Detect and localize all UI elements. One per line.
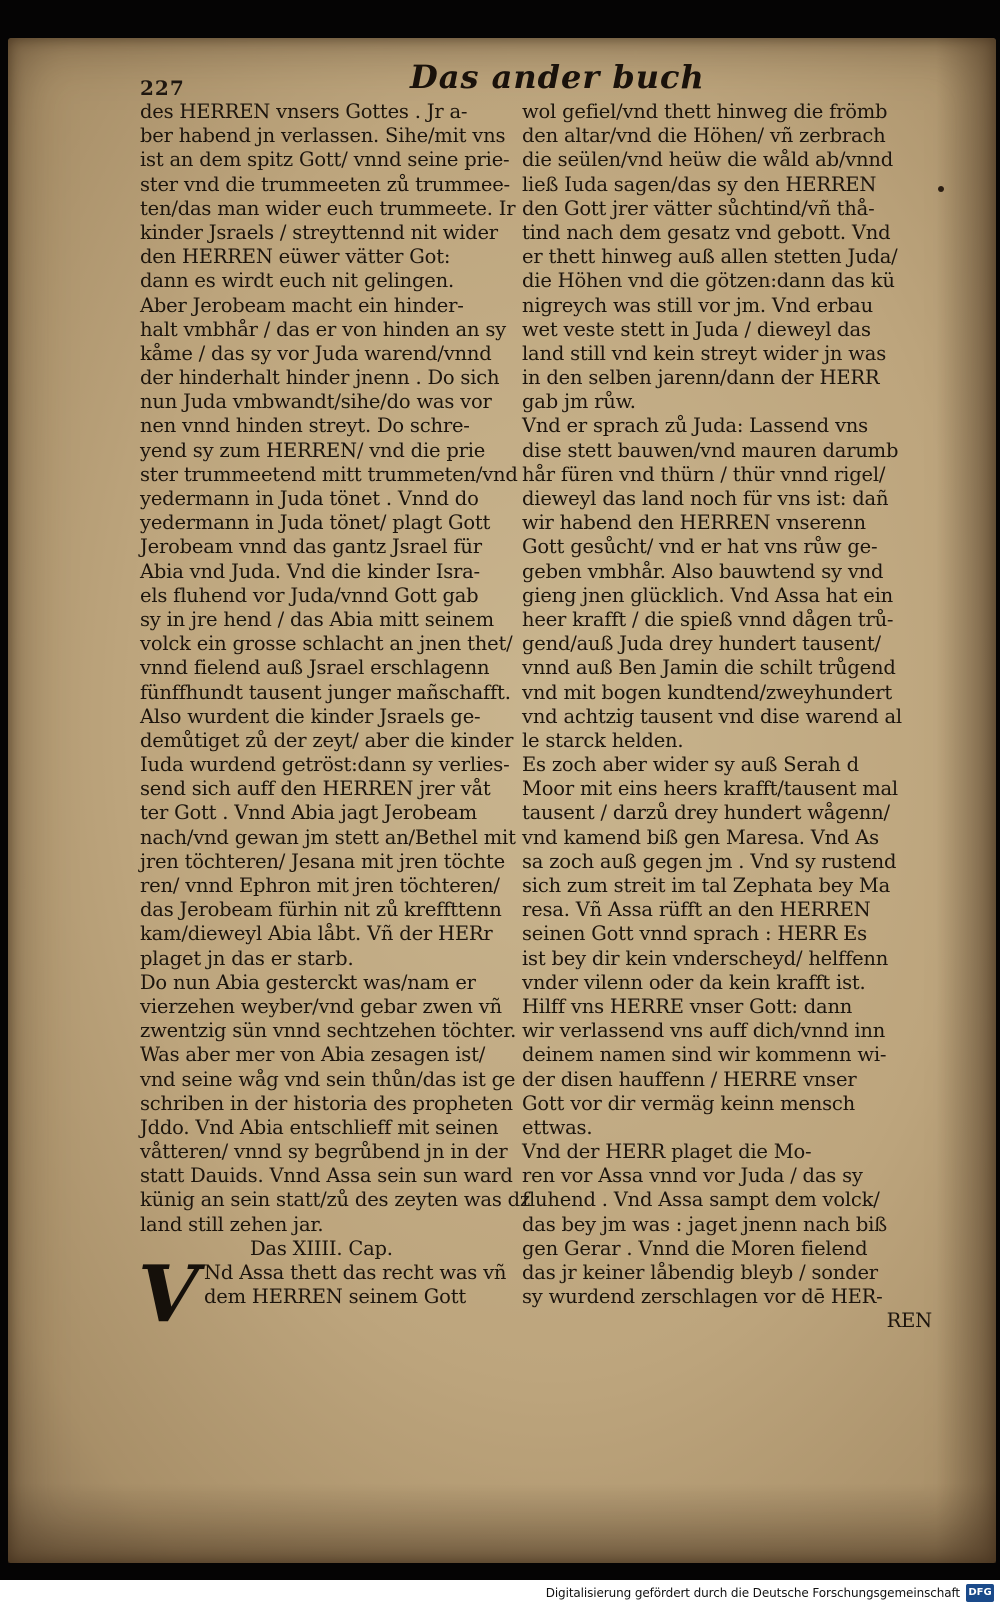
text-line: künig an sein statt/zů des zeyten was dz xyxy=(140,1188,530,1212)
text-line: ter Gott . Vnnd Abia jagt Jerobeam xyxy=(140,801,477,825)
text-line: Jddo. Vnd Abia entschlieff mit seinen xyxy=(140,1115,499,1139)
text-line: ster trummeetend mitt trummeten/vnd xyxy=(140,462,518,486)
text-line: le starck helden. xyxy=(522,728,684,752)
text-line: Also wurdent die kinder Jsraels ge- xyxy=(140,704,481,728)
text-line: sich zum streit im tal Zephata bey Ma xyxy=(522,874,891,897)
text-line: fluhend . Vnd Assa sampt dem volck/ xyxy=(522,1188,880,1212)
text-line: tausent / darzů drey hundert wågenn/ xyxy=(522,801,890,825)
text-line: resa. Vñ Assa rüfft an den HERREN xyxy=(522,898,871,922)
text-line: nach/vnd gewan jm stett an/Bethel mit xyxy=(140,825,516,849)
text-line: deinem namen sind wir kommenn wi- xyxy=(522,1043,887,1067)
text-line: ber habend jn verlassen. Sihe/mit vns xyxy=(140,124,506,148)
text-line: geben vmbhår. Also bauwtend sy vnd xyxy=(522,559,884,583)
text-line: vnd kamend biß gen Maresa. Vnd As xyxy=(522,825,879,849)
text-line: Hilff vns HERRE vnser Gott: dann xyxy=(522,994,853,1018)
left-column xyxy=(138,100,540,1340)
text-line: hår füren vnd thürn / thür vnnd rigel/ xyxy=(522,462,886,486)
text-line: den altar/vnd die Höhen/ vñ zerbrach xyxy=(522,124,886,148)
text-line: vnd achtzig tausent vnd dise warend al xyxy=(522,704,902,728)
text-line: sy wurdend zerschlagen vor dē HER- xyxy=(522,1285,883,1309)
text-line: Jerobeam vnnd das gantz Jsrael für xyxy=(140,535,482,559)
text-line: våtteren/ vnnd sy begrůbend jn in der xyxy=(140,1140,508,1164)
text-line: wol gefiel/vnd thett hinweg die frömb xyxy=(522,100,888,123)
text-line: yend sy zum HERREN/ vnd die prie xyxy=(140,438,486,462)
text-line: wet veste stett in Juda / dieweyl das xyxy=(522,317,871,341)
text-line: nen vnnd hinden streyt. Do schre- xyxy=(140,414,470,438)
decorated-initial: V xyxy=(138,1249,199,1340)
text-line: kam/dieweyl Abia låbt. Vñ der HERr xyxy=(140,922,493,946)
text-line: ren/ vnnd Ephron mit jren töchteren/ xyxy=(140,874,500,897)
text-line: vnnd auß Ben Jamin die schilt trůgend xyxy=(522,656,896,680)
text-line: vnnd fielend auß Jsrael erschlagenn xyxy=(140,656,490,680)
text-line: wir verlassend vns auff dich/vnnd inn xyxy=(522,1019,886,1043)
text-line: ettwas. xyxy=(522,1115,593,1139)
text-line: gend/auß Juda drey hundert tausent/ xyxy=(522,632,881,656)
text-line: gab jm růw. xyxy=(522,390,636,414)
text-line: die seülen/vnd heüw die wåld ab/vnnd xyxy=(522,148,894,172)
text-line: gieng jnen glücklich. Vnd Assa hat ein xyxy=(522,583,893,607)
text-line: gen Gerar . Vnnd die Moren fielend xyxy=(522,1236,868,1260)
text-line: das Jerobeam fürhin nit zů kreffttenn xyxy=(140,898,502,922)
page-edge-shadow xyxy=(936,38,996,1563)
text-line: dieweyl das land noch für vns ist: dañ xyxy=(522,487,889,510)
text-line: Gott vor dir vermäg keinn mensch xyxy=(522,1091,855,1115)
chapter-opening xyxy=(138,1249,540,1340)
text-line: Iuda wurdend getröst:dann sy verlies- xyxy=(140,753,510,777)
text-line: vnder vilenn oder da kein krafft ist. xyxy=(522,970,866,994)
text-line: der disen hauffenn / HERRE vnser xyxy=(522,1067,857,1091)
text-line: Do nun Abia gesterckt was/nam er xyxy=(140,970,476,994)
text-line: fünffhundt tausent junger mañschafft. xyxy=(140,680,511,704)
text-line: das bey jm was : jaget jnenn nach biß xyxy=(522,1212,887,1236)
text-line: in den selben jarenn/dann der HERR xyxy=(522,366,880,390)
text-line: dann es wirdt euch nit gelingen. xyxy=(140,269,454,293)
text-line: send sich auff den HERREN jrer våt xyxy=(140,777,491,801)
text-line: des HERREN vnsers Gottes . Jr a- xyxy=(140,100,468,123)
text-line: Moor mit eins heers krafft/tausent mal xyxy=(522,777,898,801)
text-line: land still vnd kein streyt wider jn was xyxy=(522,341,887,365)
text-line: seinen Gott vnnd sprach : HERR Es xyxy=(522,922,867,946)
text-line: yedermann in Juda tönet . Vnnd do xyxy=(140,487,479,510)
text-line: REN xyxy=(886,1309,932,1333)
text-line: els fluhend vor Juda/vnnd Gott gab xyxy=(140,583,479,607)
dfg-logo: DFG xyxy=(966,1584,994,1602)
text-line: wir habend den HERREN vnserenn xyxy=(522,511,866,535)
funding-notice: Digitalisierung gefördert durch die Deutsche Forschungsgemeinschaft xyxy=(545,1586,960,1600)
text-line: den Gott jrer vätter sůchtind/vñ thå- xyxy=(522,196,875,220)
text-line: vnd mit bogen kundtend/zweyhundert xyxy=(522,680,893,704)
text-line: ren vor Assa vnnd vor Juda / das sy xyxy=(522,1164,863,1188)
text-line: nun Juda vmbwandt/sihe/do was vor xyxy=(140,390,492,414)
text-line: Was aber mer von Abia zesagen ist/ xyxy=(140,1043,486,1067)
footer-bar xyxy=(0,1580,1000,1608)
text-line: schriben in der historia des propheten xyxy=(140,1091,513,1115)
page-bottom-shadow xyxy=(8,1483,996,1563)
text-line: ist an dem spitz Gott/ vnnd seine prie- xyxy=(140,148,510,172)
text-line: jren töchteren/ Jesana mit jren töchte xyxy=(140,849,505,873)
text-line: Es zoch aber wider sy auß Serah d xyxy=(522,753,859,777)
text-line: dem HERREN seinem Gott xyxy=(204,1285,466,1309)
text-line: volck ein grosse schlacht an jnen thet/ xyxy=(140,632,513,656)
text-line: plaget jn das er starb. xyxy=(140,946,354,970)
text-line: demůtiget zů der zeyt/ aber die kinder xyxy=(140,728,514,752)
text-line: das jr keiner låbendig bleyb / sonder xyxy=(522,1261,878,1284)
text-line: Abia vnd Juda. Vnd die kinder Isra- xyxy=(140,559,480,583)
text-line: der hinderhalt hinder jnenn . Do sich xyxy=(140,366,500,390)
text-line: Nd Assa thett das recht was vñ xyxy=(204,1261,507,1284)
text-line: vierzehen weyber/vnd gebar zwen vñ xyxy=(140,994,502,1018)
text-line: nigreych was still vor jm. Vnd erbau xyxy=(522,293,873,317)
text-line: ten/das man wider euch trummeete. Ir xyxy=(140,196,516,220)
text-line: Vnd der HERR plaget die Mo- xyxy=(522,1140,812,1164)
text-line: kåme / das sy vor Juda warend/vnnd xyxy=(140,341,492,365)
text-line: dise stett bauwen/vnd mauren darumb xyxy=(522,438,899,462)
chapter-heading: Das XIIII. Cap. xyxy=(250,1236,393,1260)
text-line: vnd seine wåg vnd sein thůn/das ist ge xyxy=(140,1067,516,1091)
text-line: ist bey dir kein vnderscheyd/ helffenn xyxy=(522,946,889,970)
text-line: er thett hinweg auß allen stetten Juda/ xyxy=(522,245,898,269)
text-line: halt vmbhår / das er von hinden an sy xyxy=(140,317,506,341)
text-line: statt Dauids. Vnnd Assa sein sun ward xyxy=(140,1164,513,1188)
text-line: tind nach dem gesatz vnd gebott. Vnd xyxy=(522,220,891,244)
text-line: land still zehen jar. xyxy=(140,1212,324,1236)
paper-speck xyxy=(938,186,944,192)
text-line: sa zoch auß gegen jm . Vnd sy rustend xyxy=(522,849,897,873)
page-number: 227 xyxy=(140,76,185,100)
text-line: yedermann in Juda tönet/ plagt Gott xyxy=(140,511,491,535)
text-line: Aber Jerobeam macht ein hinder- xyxy=(140,293,464,317)
text-line: Gott gesůcht/ vnd er hat vns růw ge- xyxy=(522,535,878,559)
text-line: Vnd er sprach zů Juda: Lassend vns xyxy=(522,414,868,438)
text-line: die Höhen vnd die götzen:dann das kü xyxy=(522,269,895,293)
text-line: sy in jre hend / das Abia mitt seinem xyxy=(140,607,494,631)
running-head: Das ander buch xyxy=(410,58,705,96)
text-line: den HERREN eüwer vätter Got: xyxy=(140,245,451,269)
text-line: heer krafft / die spieß vnnd dågen trů- xyxy=(522,607,894,631)
text-line: ließ Iuda sagen/das sy den HERREN xyxy=(522,172,877,196)
text-line: kinder Jsraels / streyttennd nit wider xyxy=(140,220,498,244)
text-line: ster vnd die trummeeten zů trummee- xyxy=(140,172,510,196)
text-line: zwentzig sün vnnd sechtzehen töchter. xyxy=(140,1019,517,1043)
right-column xyxy=(522,100,932,1334)
